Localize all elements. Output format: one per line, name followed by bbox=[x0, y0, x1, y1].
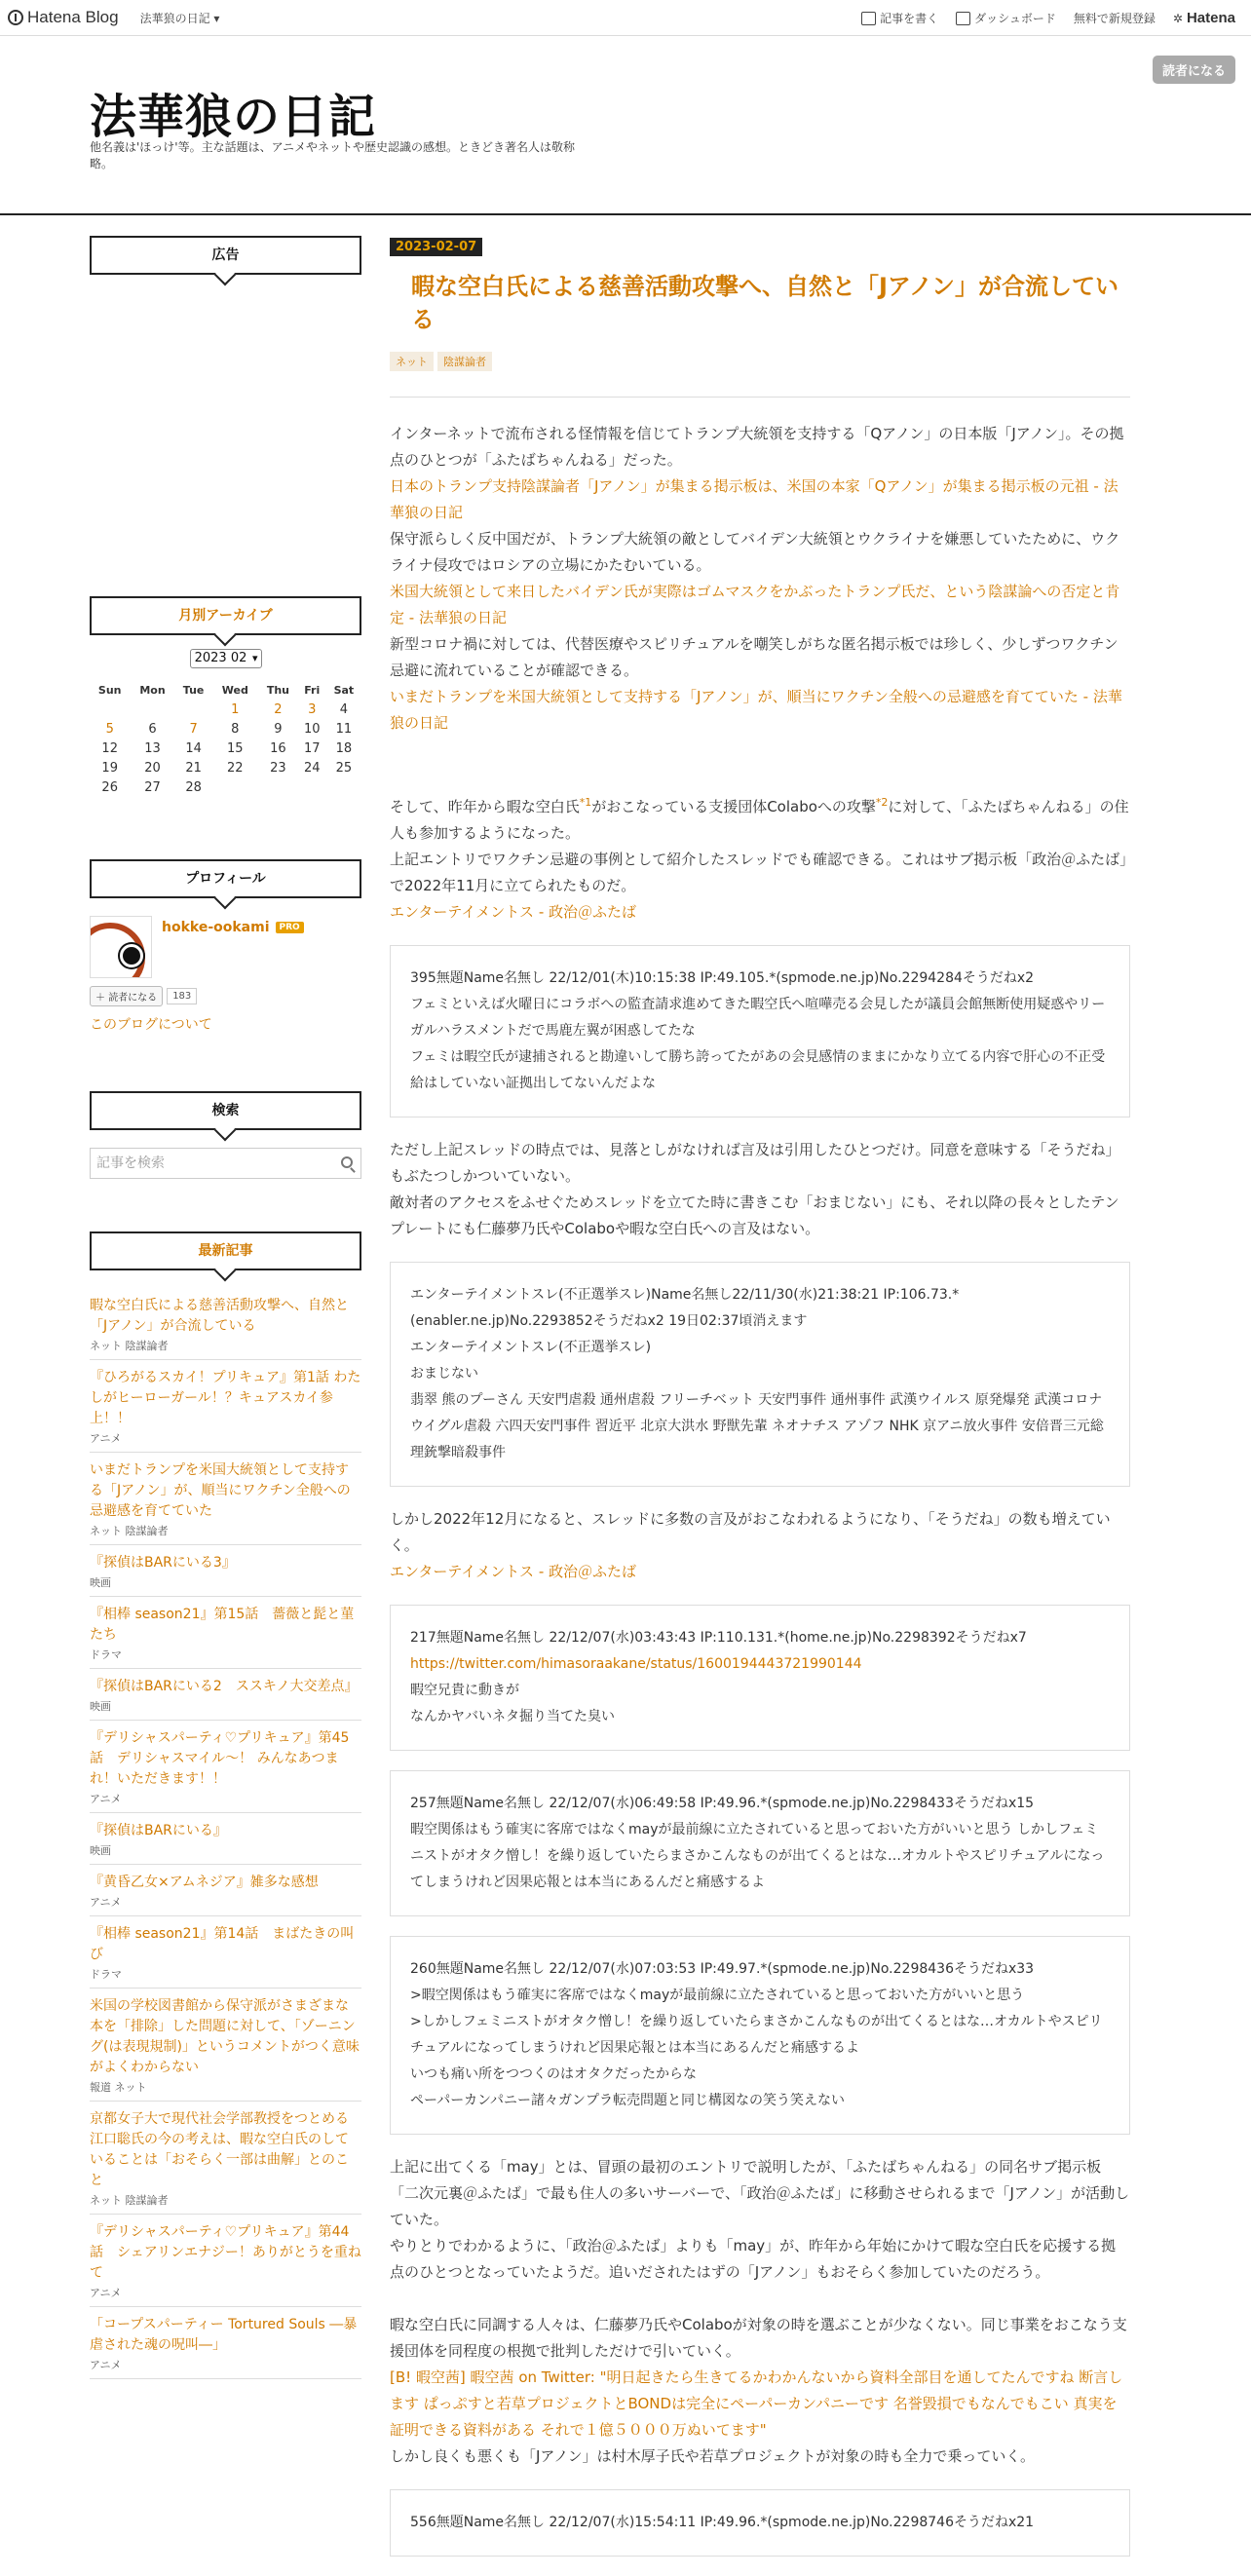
recent-post-category[interactable]: アニメ bbox=[90, 1896, 122, 1909]
calendar-day bbox=[298, 777, 326, 797]
calendar-day: 19 bbox=[101, 760, 118, 776]
search-icon[interactable] bbox=[341, 1156, 353, 1168]
paragraph: しかし良くも悪くも「Jアノン」は村木厚子氏や若草プロジェクトが対象の時も全力で乗っていく。 bbox=[390, 2447, 1036, 2465]
calendar-weekday: Wed bbox=[221, 683, 248, 697]
blog-title[interactable]: 法華狼の日記 bbox=[90, 90, 377, 144]
blockquote bbox=[390, 1936, 1130, 2135]
list-item[interactable] bbox=[90, 1288, 361, 1360]
list-item[interactable] bbox=[90, 1545, 361, 1597]
recent-post-category[interactable]: ネット 陰謀論者 bbox=[90, 2194, 169, 2207]
calendar-weekday: Fri bbox=[304, 683, 321, 697]
recent-post-title[interactable]: 『デリシャスパーティ♡プリキュア』第45話 デリシャスマイル～！ みんなあつまれ！いただきます！！ bbox=[90, 1730, 350, 1787]
quote-line: 暇空関係はもう確実に客席ではなくmayが最前線に立たされていると思っておいた方がいいと思う しかしフェミニストがオタク憎し！を繰り返していたらまさかこんなものが出てくるとはな…オカルトやスピリチュアルになってしまうけれど因果応報とは本当にあるんだと痛感するよ bbox=[410, 1822, 1105, 1890]
recent-post-category[interactable]: アニメ bbox=[90, 1432, 122, 1445]
calendar-day bbox=[258, 777, 298, 797]
list-item[interactable] bbox=[90, 2215, 361, 2307]
entry-link[interactable]: 米国大統領として来日したバイデン氏が実際はゴムマスクをかぶったトランプ氏だ、という陰謀論への否定と肯定 - 法華狼の日記 bbox=[390, 583, 1120, 626]
archive-calendar bbox=[90, 680, 361, 797]
profile-subscribe-label: 読者になる bbox=[108, 993, 158, 1004]
recent-post-title[interactable]: 暇な空白氏による慈善活動攻撃へ、自然と「Jアノン」が合流している bbox=[90, 1298, 349, 1334]
paragraph: しかし2022年12月になると、スレッドに多数の言及がおこなわれるようになり、「そうだね」の数も増えていく。 bbox=[390, 1510, 1111, 1554]
recent-post-title[interactable]: 『探偵はBARにいる2 ススキノ大交差点』 bbox=[90, 1679, 359, 1694]
recent-post-category[interactable]: 映画 bbox=[90, 1700, 111, 1713]
recent-post-title[interactable]: いまだトランプを米国大統領として支持する「Jアノン」が、順当にワクチン全般への忌避感を育てていた bbox=[90, 1462, 351, 1519]
search-placeholder: 記事を検索 bbox=[96, 1155, 165, 1171]
paragraph: 保守派らしく反中国だが、トランプ大統領の敵としてバイデン大統領とウクライナを嫌悪していたために、ウクライナ侵攻ではロシアの立場にかたむいている。 bbox=[390, 530, 1120, 574]
calendar-day: 9 bbox=[274, 721, 283, 737]
list-item[interactable] bbox=[90, 1360, 361, 1453]
dashboard-link[interactable] bbox=[956, 10, 1056, 26]
calendar-day: 18 bbox=[335, 740, 353, 756]
calendar-day: 13 bbox=[144, 740, 161, 756]
calendar-day[interactable]: 3 bbox=[308, 701, 317, 717]
quote-line: 395無題Name名無し 22/12/01(木)10:15:38 IP:49.105.*(spmode.ne.jp)No.2294284そうだねx2 bbox=[410, 970, 1035, 986]
calendar-day: 6 bbox=[148, 721, 157, 737]
quote-line: >しかしフェミニストがオタク憎し！を繰り返していたらまさかこんなものが出てくるとはな…オカルトやスピリチュアルになってしまうけれど因果応報とは本当にあるんだと痛感するよ bbox=[410, 2014, 1103, 2056]
archive-month-select[interactable]: 2023 02 ▾ bbox=[190, 649, 262, 668]
calendar-day: 12 bbox=[101, 740, 118, 756]
hatena-blog-logo[interactable] bbox=[8, 8, 119, 27]
recent-post-category[interactable]: 報道 ネット bbox=[90, 2081, 147, 2094]
quote-line: 257無題Name名無し 22/12/07(水)06:49:58 IP:49.96.*(spmode.ne.jp)No.2298433そうだねx15 bbox=[410, 1796, 1035, 1811]
calendar-day: 23 bbox=[270, 760, 286, 776]
subscribe-button[interactable]: 読者になる bbox=[1153, 56, 1235, 84]
calendar-weekday: Sat bbox=[333, 683, 355, 697]
paragraph: 上記に出てくる「may」とは、冒頭の最初のエントリで説明したが、「ふたばちゃんねる」の同名サブ掲示板「二次元裏＠ふたば」で最も住人の多いサーバーで、「政治＠ふたば」に移動させられるまで「Jアノン」が活動していた。 bbox=[390, 2158, 1130, 2228]
calendar-weekday: Tue bbox=[182, 683, 205, 697]
list-item[interactable] bbox=[90, 1597, 361, 1669]
write-post-link[interactable] bbox=[861, 10, 938, 26]
calendar-day bbox=[130, 700, 174, 719]
entry-body bbox=[390, 421, 1130, 2557]
calendar-day: 20 bbox=[144, 760, 161, 776]
write-post-label: 記事を書く bbox=[880, 12, 939, 25]
recent-post-category[interactable]: アニメ bbox=[90, 2287, 122, 2299]
recent-post-category[interactable]: ネット 陰謀論者 bbox=[90, 1525, 169, 1537]
calendar-weekday: Thu bbox=[266, 683, 289, 697]
ad-widget bbox=[90, 236, 361, 275]
list-item[interactable] bbox=[90, 1669, 361, 1721]
calendar-day: 26 bbox=[101, 779, 118, 795]
calendar-day bbox=[326, 777, 361, 797]
list-item[interactable] bbox=[90, 1813, 361, 1865]
footnote-link[interactable]: *1 bbox=[579, 796, 592, 809]
calendar-day[interactable]: 1 bbox=[231, 701, 240, 717]
calendar-day: 24 bbox=[303, 760, 321, 776]
recent-post-title[interactable]: 『探偵はBARにいる3』 bbox=[90, 1555, 236, 1571]
list-item[interactable] bbox=[90, 1721, 361, 1813]
quote-line: いつも痛い所をつつくのはオタクだったからな bbox=[410, 2066, 697, 2082]
recent-post-category[interactable]: 映画 bbox=[90, 1844, 111, 1857]
blockquote bbox=[390, 1770, 1130, 1916]
recent-posts-list bbox=[90, 1288, 361, 2379]
blockquote bbox=[390, 2489, 1130, 2557]
calendar-day: 10 bbox=[303, 721, 321, 737]
calendar-day bbox=[212, 777, 259, 797]
calendar-day: 27 bbox=[144, 779, 161, 795]
calendar-day bbox=[175, 700, 212, 719]
profile-name[interactable]: hokke-ookami bbox=[162, 920, 270, 935]
quote-line: 556無題Name名無し 22/12/07(水)15:54:11 IP:49.96.*(spmode.ne.jp)No.2298746そうだねx21 bbox=[410, 2515, 1035, 2530]
hatena-link[interactable] bbox=[1173, 10, 1235, 26]
quote-line: エンターテイメントスレ(不正選挙スレ)Name名無し22/11/30(水)21:38:21 IP:106.73.*(enabler.ne.jp)No.2293852そうだねx2 19日02:37頃消えます bbox=[410, 1287, 960, 1329]
recent-post-category[interactable]: 映画 bbox=[90, 1576, 111, 1589]
calendar-day[interactable]: 5 bbox=[105, 721, 114, 737]
paragraph: 上記エントリでワクチン忌避の事例として紹介したスレッドでも確認できる。これはサブ掲示板「政治＠ふたば」で2022年11月に立てられたものだ。 bbox=[390, 851, 1127, 894]
recent-post-category[interactable]: ネット 陰謀論者 bbox=[90, 1340, 169, 1352]
hatena-label: Hatena bbox=[1186, 10, 1235, 26]
blog-menu[interactable]: 法華狼の日記 ▾ bbox=[139, 11, 220, 25]
avatar[interactable] bbox=[90, 916, 152, 978]
calendar-day bbox=[90, 700, 130, 719]
quote-line: 翡翠 熊のプーさん 天安門虐殺 通州虐殺 フリーチベット 天安門事件 通州事件 武漢ウイルス 原発爆発 武漢コロナ ウイグル虐殺 六四天安門事件 習近平 北京大洪水 野獣先輩 ネオナチス アゾフ NHK 京アニ放火事件 安倍晋三元総理銃撃暗殺事件 bbox=[410, 1392, 1104, 1460]
calendar-weekday: Sun bbox=[97, 683, 122, 697]
global-header bbox=[0, 0, 1251, 36]
blog-menu-label: 法華狼の日記 bbox=[139, 11, 210, 25]
quote-line: フェミは暇空氏が逮捕されると勘違いして勝ち誇ってたがあの会見感情のままにかなり立てる内容で肝心の不正受給はしていない証拠出してないんだよな bbox=[410, 1049, 1106, 1091]
recent-post-title[interactable]: 『相棒 season21』第14話 まばたきの叫び bbox=[90, 1926, 355, 1962]
recent-post-category[interactable]: ドラマ bbox=[90, 1968, 122, 1981]
recent-post-title[interactable]: 「コープスパーティー Tortured Souls ―暴虐された魂の呪叫―」 bbox=[90, 2317, 358, 2353]
quote-line: エンターテイメントスレ(不正選挙スレ) bbox=[410, 1340, 652, 1355]
blockquote bbox=[390, 1605, 1130, 1751]
list-item[interactable] bbox=[90, 2102, 361, 2215]
calendar-day: 4 bbox=[339, 701, 349, 717]
category-tag[interactable]: ネット bbox=[390, 352, 434, 371]
entry-date[interactable]: 2023-02-07 bbox=[390, 238, 482, 256]
paragraph: やりとりでわかるように、「政治＠ふたば」よりも「may」が、昨年から年始にかけて暇な空白氏を応援する拠点のひとつとなっていたようだ。追いだされたはずの「Jアノン」もおそらく参加していたのだろう。 bbox=[390, 2237, 1117, 2281]
blockquote bbox=[390, 945, 1130, 1118]
recent-post-title[interactable]: 『ひろがるスカイ！プリキュア』第1話 わたしがヒーローガール！？キュアスカイ参上！！ bbox=[90, 1370, 361, 1426]
paragraph: そして、昨年から暇な空白氏$^{*1}$がおこなっている支援団体Colaboへの攻撃$^{*2}$に対して、「ふたばちゃんねる」の住人も参加するようになった。 bbox=[390, 796, 1129, 842]
entry-link[interactable]: エンターテイメントス - 政治＠ふたば bbox=[390, 1563, 637, 1580]
search-widget-title: 検索 bbox=[90, 1091, 361, 1130]
quote-line: 暇空兄貴に動きが bbox=[410, 1683, 519, 1698]
calendar-day: 14 bbox=[185, 740, 202, 756]
register-link[interactable]: 無料で新規登録 bbox=[1073, 12, 1156, 25]
entry-link[interactable]: エンターテイメントス - 政治＠ふたば bbox=[390, 903, 637, 921]
category-tag[interactable]: 陰謀論者 bbox=[437, 352, 492, 371]
quote-line: 260無題Name名無し 22/12/07(水)07:03:53 IP:49.97.*(spmode.ne.jp)No.2298436そうだねx33 bbox=[410, 1961, 1035, 1977]
calendar-day: 28 bbox=[185, 779, 202, 795]
dashboard-label: ダッシュボード bbox=[974, 12, 1056, 25]
calendar-weekday: Mon bbox=[139, 683, 166, 697]
ad-widget-title: 広告 bbox=[90, 236, 361, 275]
recent-post-title[interactable]: 米国の学校図書館から保守派がさまざまな本を「排除」した問題に対して、「ゾーニング(は表現規制)」というコメントがつく意味がよくわからない bbox=[90, 1998, 360, 2075]
paragraph: ただし上記スレッドの時点では、見落としがなければ言及は引用したひとつだけ。同意を意味する「そうだね」もぶたつしかついていない。 bbox=[390, 1141, 1120, 1185]
paragraph: 新型コロナ禍に対しては、代替医療やスピリチュアルを嘲笑しがちな匿名掲示板では珍しく、少しずつワクチン忌避に流れていることが確認できる。 bbox=[390, 635, 1118, 679]
profile-widget-title: プロフィール bbox=[90, 859, 361, 898]
quote-line: >暇空関係はもう確実に客席ではなくmayが最前線に立たされていると思っておいた方がいいと思う bbox=[410, 1988, 1025, 2003]
search-widget bbox=[90, 1091, 361, 1179]
calendar-day: 22 bbox=[227, 760, 244, 776]
divider bbox=[390, 397, 1130, 398]
profile-widget bbox=[90, 859, 361, 1034]
entry bbox=[390, 236, 1130, 2576]
paragraph: 敵対者のアクセスをふせぐためスレッドを立てた時に書きこむ「おまじない」にも、それ以降の長々としたテンプレートにも仁藤夢乃氏やColaboや暇な空白氏への言及はない。 bbox=[390, 1193, 1119, 1237]
paragraph: インターネットで流布される怪情報を信じてトランプ大統領を支持する「Qアノン」の日本版「Jアノン」。その拠点のひとつが「ふたばちゃんねる」だった。 bbox=[390, 425, 1124, 469]
search-input[interactable] bbox=[90, 1148, 361, 1179]
calendar-day: 21 bbox=[185, 760, 202, 776]
subscriber-count[interactable]: 183 bbox=[167, 988, 197, 1004]
recent-post-title[interactable]: 『黄昏乙女×アムネジア』雑多な感想 bbox=[90, 1875, 319, 1890]
profile-subscribe-button[interactable]: ＋ 読者になる bbox=[90, 986, 163, 1006]
quote-link[interactable]: https://twitter.com/himasoraakane/status/1600194443721990144 bbox=[410, 1656, 862, 1672]
quote-line: フェミといえば火曜日にコラボへの監査請求進めてきた暇空氏へ喧嘩売る会見したが議員会館無断使用疑惑やリーガルハラスメントだで馬鹿左翼が困惑してたな bbox=[410, 997, 1106, 1039]
quote-line: ペーパーカンパニー諸々ガンプラ転売問題と同じ構図なの笑う笑えない bbox=[410, 2093, 846, 2108]
blockquote bbox=[390, 1262, 1130, 1487]
calendar-day[interactable]: 7 bbox=[189, 721, 198, 737]
list-item[interactable] bbox=[90, 1865, 361, 1916]
about-blog-link[interactable]: このブログについて bbox=[90, 1017, 212, 1033]
paragraph: 暇な空白氏に同調する人々は、仁藤夢乃氏やColaboが対象の時を選ぶことが少なくない。同じ事業をおこなう支援団体を同程度の根拠で批判しただけで引いていく。 bbox=[390, 2316, 1127, 2360]
entry-title[interactable]: 暇な空白氏による慈善活動攻撃へ、自然と「Jアノン」が合流している bbox=[411, 273, 1119, 333]
recent-post-title[interactable]: 『探偵はBARにいる』 bbox=[90, 1823, 227, 1838]
entry-link[interactable]: [B! 暇空茜] 暇空茜 on Twitter: "明日起きたら生きてるかわかんないから資料全部目を通してたんですね 断言します ぱっぷすと若草プロジェクトとBONDは完全にペーパーカンパニーです 名誉毀損でもなんでもこい 真実を証明できる資料がある それで１億５０００万ぬいてます" bbox=[390, 2368, 1123, 2439]
quote-line: なんかヤバいネタ掘り当てた臭い bbox=[410, 1709, 615, 1724]
blog-description: 他名義は'ほっけ'等。主な話題は、アニメやネットや歴史認識の感想。ときどき著名人は敬称略。 bbox=[90, 140, 576, 170]
recent-post-title[interactable]: 『相棒 season21』第15話 薔薇と髭と菫たち bbox=[90, 1607, 355, 1643]
calendar-day: 17 bbox=[303, 740, 321, 756]
recent-post-title[interactable]: 『デリシャスパーティ♡プリキュア』第44話 シェアリンエナジー！ありがとうを重ねて bbox=[90, 2224, 361, 2281]
quote-line: おまじない bbox=[410, 1366, 478, 1382]
recent-posts-title[interactable]: 最新記事 bbox=[90, 1231, 361, 1270]
list-item[interactable] bbox=[90, 1916, 361, 1989]
recent-post-category[interactable]: ドラマ bbox=[90, 1648, 122, 1661]
hatena-logo-icon bbox=[8, 10, 23, 25]
footnote-link[interactable]: *2 bbox=[875, 796, 889, 809]
blog-header bbox=[0, 36, 1251, 215]
calendar-day: 8 bbox=[231, 721, 240, 737]
calendar-day[interactable]: 2 bbox=[274, 701, 283, 717]
list-item[interactable] bbox=[90, 1453, 361, 1545]
calendar-day: 25 bbox=[335, 760, 353, 776]
entry-categories bbox=[390, 352, 1130, 371]
hatena-star-icon: ✲ bbox=[1172, 11, 1183, 25]
quote-line: 217無題Name名無し 22/12/07(水)03:43:43 IP:110.131.*(home.ne.jp)No.2298392そうだねx7 bbox=[410, 1630, 1027, 1646]
list-item[interactable] bbox=[90, 2307, 361, 2379]
archive-widget bbox=[90, 596, 361, 797]
list-item[interactable] bbox=[90, 1989, 361, 2102]
calendar-day: 11 bbox=[335, 721, 353, 737]
pro-badge: PRO bbox=[276, 922, 304, 933]
archive-widget-title[interactable]: 月別アーカイブ bbox=[90, 596, 361, 635]
calendar-day: 16 bbox=[270, 740, 286, 756]
recent-post-category[interactable]: アニメ bbox=[90, 1793, 122, 1805]
recent-post-category[interactable]: アニメ bbox=[90, 2359, 122, 2371]
pencil-icon bbox=[861, 12, 876, 25]
hatena-blog-text: Hatena Blog bbox=[27, 8, 119, 26]
dashboard-icon bbox=[956, 12, 970, 25]
recent-post-title[interactable]: 京都女子大で現代社会学部教授をつとめる江口聡氏の今の考えは、暇な空白氏のしていることは「おそらく一部は曲解」とのこと bbox=[90, 2111, 349, 2188]
calendar-day: 15 bbox=[227, 740, 244, 756]
entry-link[interactable]: いまだトランプを米国大統領として支持する「Jアノン」が、順当にワクチン全般への忌避感を育てていた - 法華狼の日記 bbox=[390, 688, 1122, 732]
recent-posts-widget bbox=[90, 1231, 361, 2379]
entry-link[interactable]: 日本のトランプ支持陰謀論者「Jアノン」が集まる掲示板は、米国の本家「Qアノン」が集まる掲示板の元祖 - 法華狼の日記 bbox=[390, 477, 1118, 521]
